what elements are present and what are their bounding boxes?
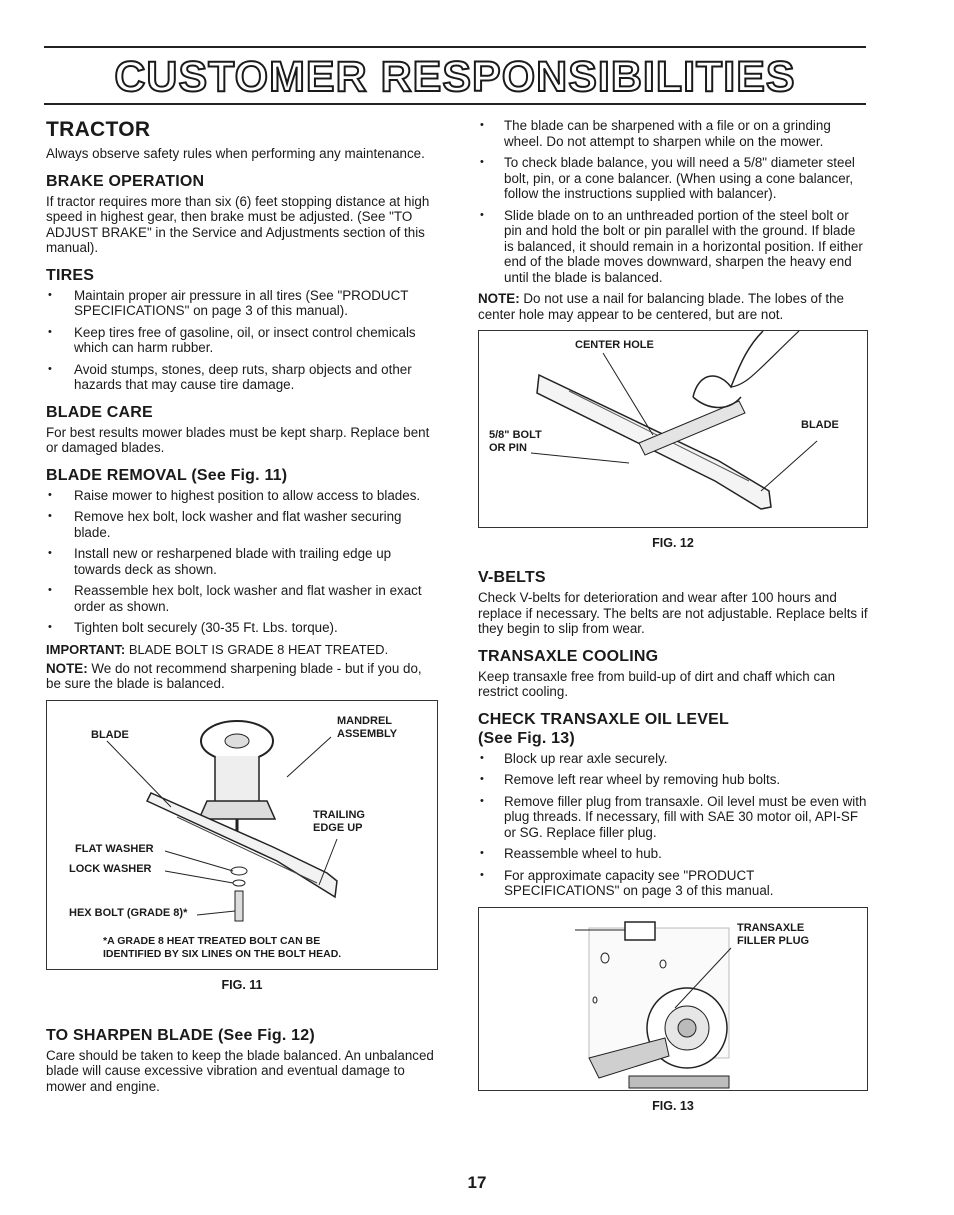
fig11-label-hex-bolt: HEX BOLT (GRADE 8)* xyxy=(69,906,188,919)
blade-removal-heading: BLADE REMOVAL (See Fig. 11) xyxy=(46,466,288,484)
page-number: 17 xyxy=(467,1173,487,1192)
fig11-label-mandrel: MANDREL ASSEMBLY xyxy=(337,714,398,740)
fig12-label-bolt: 5/8" BOLT OR PIN xyxy=(489,429,542,454)
fig12-illustration xyxy=(478,330,868,528)
fig11-label-blade: BLADE xyxy=(91,728,129,741)
list-item: • Avoid stumps, stones, deep ruts, sharp objects and other hazards that may cause tire damage. xyxy=(46,362,438,393)
blade-care-heading: BLADE CARE xyxy=(46,403,153,421)
balance-note: NOTE: Do not use a nail for balancing blade. The lobes of the center hole may appear to be centered, but are not. xyxy=(478,291,844,322)
sharpen-heading: TO SHARPEN BLADE (See Fig. 12) xyxy=(46,1026,315,1044)
tires-list xyxy=(46,288,438,393)
fig13-illustration xyxy=(478,907,868,1091)
vbelts-heading: V-BELTS xyxy=(478,569,546,586)
blade-removal-list xyxy=(46,488,438,636)
fig11-label-lock-washer: LOCK WASHER xyxy=(69,862,152,875)
list-item: • Reassemble wheel to hub. xyxy=(478,846,868,862)
fig13-caption: FIG. 13 xyxy=(652,1098,694,1113)
fig11-footnote: *A GRADE 8 HEAT TREATED BOLT CAN BE IDENTIFIED BY SIX LINES ON THE BOLT HEAD. xyxy=(103,934,342,960)
vbelts-text: Check V-belts for deterioration and wear after 100 hours and replace if necessary. The belts are not adjustable. Replace belts if they begin to slip from wear. xyxy=(478,590,868,636)
tires-heading: TIRES xyxy=(46,266,95,284)
list-item: • Remove filler plug from transaxle. Oil level must be even with plug threads. If necessary, fill with SAE 30 motor oil, API-SF or SG. Replace filler plug. xyxy=(478,794,868,841)
fig11-label-trailing: TRAILING EDGE UP xyxy=(313,808,365,834)
list-item: • Maintain proper air pressure in all tires (See "PRODUCT SPECIFICATIONS" on page 3 of this manual). xyxy=(46,288,438,319)
list-item: • Install new or resharpened blade with trailing edge up towards deck as shown. xyxy=(46,546,438,577)
fig11-caption: FIG. 11 xyxy=(221,977,263,992)
list-item: • Slide blade on to an unthreaded portion of the steel bolt or pin and hold the bolt or pin parallel with the ground. If blade is balanced, it should remain in a horizontal position. If either end of the blade moves downward, sharpen the heavy end until the blade is balanced. xyxy=(478,208,868,286)
important-note: IMPORTANT: BLADE BOLT IS GRADE 8 HEAT TREATED. xyxy=(46,641,389,657)
brake-text: If tractor requires more than six (6) feet stopping distance at high speed in highest gear, then brake must be adjusted. (See "TO ADJUST BRAKE" in the Service and Adjustments section of this manual). xyxy=(46,193,430,255)
list-item: • To check blade balance, you will need a 5/8" diameter steel bolt, pin, or a cone balancer. (When using a cone balancer, follow the instructions supplied with balancer). xyxy=(478,155,868,202)
list-item: • Remove hex bolt, lock washer and flat washer securing blade. xyxy=(46,509,438,540)
tractor-heading: TRACTOR xyxy=(46,118,151,141)
header-rule-bottom xyxy=(44,103,866,105)
list-item: • Block up rear axle securely. xyxy=(478,751,868,767)
left-column xyxy=(46,112,438,1098)
page-title: CUSTOMER RESPONSIBILITIES xyxy=(114,53,796,101)
list-item: • Reassemble hex bolt, lock washer and flat washer in exact order as shown. xyxy=(46,583,438,614)
list-item: • Tighten bolt securely (30-35 Ft. Lbs. torque). xyxy=(46,620,438,636)
brake-heading: BRAKE OPERATION xyxy=(46,172,205,190)
list-item: • Keep tires free of gasoline, oil, or insect control chemicals which can harm rubber. xyxy=(46,325,438,356)
sharpen-text: Care should be taken to keep the blade balanced. An unbalanced blade will cause excessive vibration and eventual damage to mower and engine. xyxy=(46,1047,434,1094)
blade-care-text: For best results mower blades must be kept sharp. Replace bent or damaged blades. xyxy=(46,424,430,455)
header-rule-top xyxy=(44,46,866,48)
list-item: • Raise mower to highest position to allow access to blades. xyxy=(46,488,438,504)
tractor-text: Always observe safety rules when performing any maintenance. xyxy=(46,146,425,161)
list-item: • The blade can be sharpened with a file or on a grinding wheel. Do not attempt to sharpen while on the mower. xyxy=(478,118,868,149)
oil-level-heading: CHECK TRANSAXLE OIL LEVEL (See Fig. 13) xyxy=(478,710,729,747)
fig11-label-flat-washer: FLAT WASHER xyxy=(75,842,154,855)
fig11-illustration xyxy=(46,700,438,970)
list-item: • For approximate capacity see "PRODUCT SPECIFICATIONS" on page 3 of this manual. xyxy=(478,868,868,899)
list-item: • Remove left rear wheel by removing hub bolts. xyxy=(478,772,868,788)
transaxle-cooling-text: Keep transaxle free from build-up of dirt and chaff which can restrict cooling. xyxy=(478,668,836,699)
sharpen-note: NOTE: We do not recommend sharpening blade - but if you do, be sure the blade is balanced. xyxy=(46,660,422,691)
fig12-caption: FIG. 12 xyxy=(652,536,694,550)
oil-level-list xyxy=(478,751,868,899)
transaxle-cooling-heading: TRANSAXLE COOLING xyxy=(478,647,659,665)
fig13-label-filler: TRANSAXLE FILLER PLUG xyxy=(737,921,810,947)
fig12-label-center-hole: CENTER HOLE xyxy=(575,339,654,351)
right-column xyxy=(478,118,868,1113)
fig12-label-blade: BLADE xyxy=(801,419,839,431)
sharpen-list xyxy=(478,118,868,285)
